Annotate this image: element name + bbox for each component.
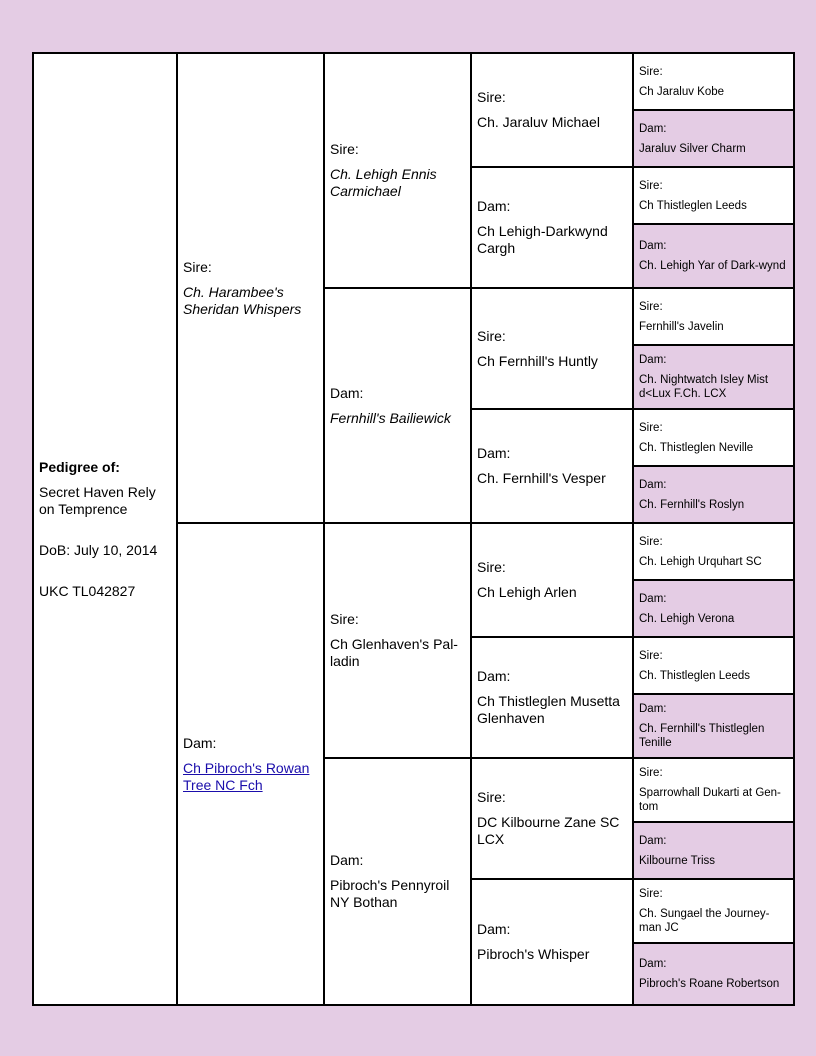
- pedigree-table: [32, 52, 795, 1006]
- gen4-cell-13: [633, 822, 794, 879]
- gen3-dsd-label: Dam:: [477, 668, 511, 684]
- gen4-label: Sire:: [639, 888, 663, 900]
- gen3-dss-cell: [471, 523, 633, 637]
- gen4-cell-7: [633, 466, 794, 523]
- gen4-cell-1: [633, 110, 794, 167]
- gen4-label: Dam:: [639, 122, 667, 135]
- gen4-cell-15: [633, 943, 794, 1005]
- gen4-label: Dam:: [639, 703, 667, 715]
- gen4-cell-12: [633, 758, 794, 822]
- gen3-ddd-label: Dam:: [477, 921, 511, 937]
- gen4-name: Ch. Nightwatch Isley Mist d<Lux F.Ch. LCX: [639, 374, 769, 400]
- gen4-label: Dam:: [639, 592, 667, 605]
- gen1-dam-link[interactable]: Ch Pibroch's Rowan Tree NC Fch: [183, 759, 310, 793]
- gen3-ssd-name: Ch Lehigh-Darkwynd Cargh: [477, 223, 608, 256]
- gen4-label: Sire:: [639, 649, 663, 662]
- gen4-label: Dam:: [639, 834, 667, 847]
- gen2-ss-cell: [324, 53, 471, 288]
- gen1-dam-cell: [177, 523, 324, 1005]
- gen3-dsd-name: Ch Thistleglen Musetta Glenhaven: [477, 693, 620, 726]
- pedigree-title: Pedigree of:: [39, 458, 120, 475]
- gen2-dd-cell: [324, 758, 471, 1005]
- gen4-label: Dam:: [639, 354, 667, 366]
- gen3-ddd-name: Pibroch's Whisper: [477, 946, 590, 962]
- gen4-cell-14: [633, 879, 794, 943]
- gen4-cell-6: [633, 409, 794, 466]
- gen4-label: Sire:: [639, 767, 663, 779]
- gen3-sdd-name: Ch. Fernhill's Vesper: [477, 470, 606, 486]
- gen3-dss-label: Sire:: [477, 559, 506, 575]
- gen3-sds-label: Sire:: [477, 327, 506, 344]
- gen4-cell-3: [633, 224, 794, 288]
- gen3-ssd-cell: [471, 167, 633, 288]
- gen4-name: Ch Thistleglen Leeds: [639, 199, 747, 212]
- gen4-cell-0: [633, 53, 794, 110]
- gen2-ds-cell: [324, 523, 471, 758]
- gen3-sdd-cell: [471, 409, 633, 523]
- gen4-name: Ch. Lehigh Urquhart SC: [639, 555, 762, 568]
- gen1-dam-label: Dam:: [183, 734, 217, 751]
- gen3-sss-label: Sire:: [477, 89, 506, 105]
- gen4-label: Sire:: [639, 300, 663, 313]
- dog-name: Secret Haven Rely on Temprence: [39, 483, 156, 517]
- gen4-name: Jaraluv Silver Charm: [639, 142, 746, 155]
- gen3-sss-cell: [471, 53, 633, 167]
- gen4-label: Sire:: [639, 65, 663, 78]
- date-of-birth: DoB: July 10, 2014: [39, 541, 158, 558]
- registration-number: UKC TL042827: [39, 582, 136, 599]
- gen4-name: Ch Jaraluv Kobe: [639, 85, 725, 98]
- gen4-cell-2: [633, 167, 794, 224]
- gen3-sss-name: Ch. Jaraluv Michael: [477, 114, 600, 130]
- gen3-dds-cell: [471, 758, 633, 879]
- gen4-name: Ch. Thistleglen Leeds: [639, 669, 751, 682]
- gen1-sire-cell: [177, 53, 324, 523]
- gen3-sds-cell: [471, 288, 633, 409]
- gen4-cell-9: [633, 580, 794, 637]
- gen4-name: Kilbourne Triss: [639, 854, 716, 867]
- gen1-sire-label: Sire:: [183, 258, 212, 275]
- gen4-cell-11: [633, 694, 794, 758]
- gen2-dd-label: Dam:: [330, 852, 364, 868]
- gen4-cell-8: [633, 523, 794, 580]
- gen4-name: Ch. Sungael the Journey-man JC: [639, 908, 770, 934]
- gen4-label: Dam:: [639, 478, 667, 491]
- gen3-ddd-cell: [471, 879, 633, 1005]
- gen4-name: Ch. Fernhill's Roslyn: [639, 498, 745, 511]
- gen3-sdd-label: Dam:: [477, 445, 511, 461]
- gen2-ss-name: Ch. Lehigh Ennis Carmichael: [330, 166, 437, 199]
- gen4-label: Sire:: [639, 179, 663, 192]
- gen3-dsd-cell: [471, 637, 633, 758]
- gen4-name: Ch. Thistleglen Neville: [639, 441, 754, 454]
- gen4-label: Sire:: [639, 535, 663, 548]
- subject-cell: [33, 53, 177, 1005]
- gen4-label: Dam:: [639, 240, 667, 252]
- gen2-sd-name: Fernhill's Bailiewick: [330, 409, 451, 426]
- gen2-ds-name: Ch Glenhaven's Pal-ladin: [330, 636, 458, 669]
- gen3-dds-label: Sire:: [477, 789, 506, 805]
- gen2-ss-label: Sire:: [330, 141, 359, 157]
- gen4-name: Ch. Fernhill's Thistleglen Tenille: [639, 723, 765, 749]
- gen1-sire-name: Ch. Harambee's Sheridan Whispers: [183, 283, 302, 317]
- gen4-label: Dam:: [639, 958, 667, 970]
- gen4-name: Pibroch's Roane Robertson: [639, 978, 780, 990]
- gen4-cell-4: [633, 288, 794, 345]
- gen4-cell-5: [633, 345, 794, 409]
- gen2-dd-name: Pibroch's Pennyroil NY Bothan: [330, 877, 450, 910]
- gen4-name: Sparrowhall Dukarti at Gen-tom: [639, 787, 781, 813]
- gen3-sds-name: Ch Fernhill's Huntly: [477, 352, 598, 369]
- gen3-dds-name: DC Kilbourne Zane SC LCX: [477, 814, 620, 847]
- gen4-name: Ch. Lehigh Verona: [639, 612, 735, 625]
- gen2-sd-label: Dam:: [330, 384, 364, 401]
- gen4-cell-10: [633, 637, 794, 694]
- gen3-ssd-label: Dam:: [477, 198, 511, 214]
- gen4-name: Fernhill's Javelin: [639, 320, 724, 333]
- gen4-label: Sire:: [639, 421, 663, 434]
- gen2-sd-cell: [324, 288, 471, 523]
- gen3-dss-name: Ch Lehigh Arlen: [477, 584, 577, 600]
- gen2-ds-label: Sire:: [330, 611, 359, 627]
- gen4-name: Ch. Lehigh Yar of Dark-wynd: [639, 260, 786, 272]
